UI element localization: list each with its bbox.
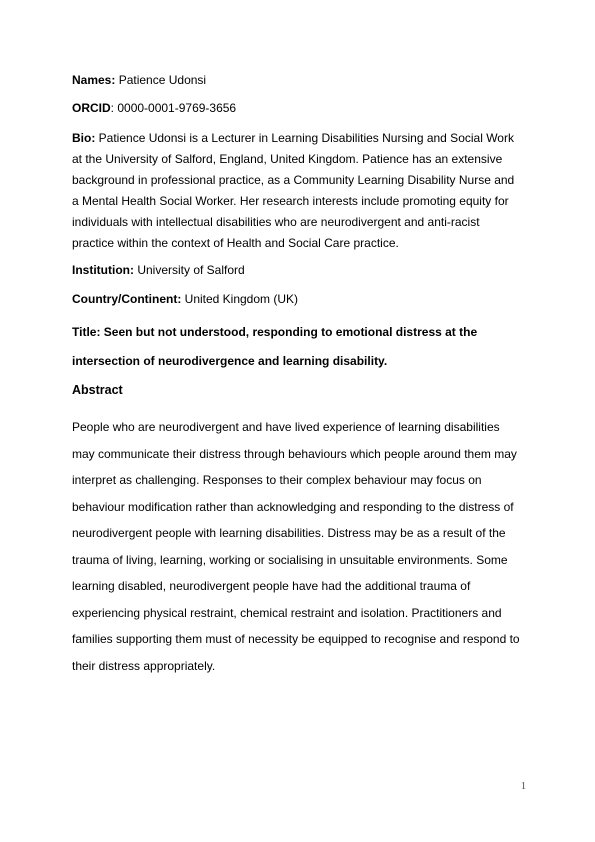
orcid-label: ORCID bbox=[72, 101, 111, 115]
country-value: United Kingdom (UK) bbox=[181, 292, 299, 306]
paper-title: Title: Seen but not understood, responding to emotional distress at the intersection of neurodivergence and learning disability. bbox=[72, 325, 478, 368]
names-label: Names: bbox=[72, 73, 116, 87]
country-line bbox=[72, 291, 524, 307]
names-value: Patience Udonsi bbox=[115, 73, 207, 87]
institution-label: Institution: bbox=[72, 263, 134, 277]
bio-paragraph bbox=[72, 128, 524, 254]
orcid-value: : 0000-0001-9769-3656 bbox=[110, 101, 237, 115]
abstract-heading: Abstract bbox=[72, 383, 123, 397]
country-label: Country/Continent: bbox=[72, 292, 182, 306]
institution-value: University of Salford bbox=[133, 263, 245, 277]
bio-label: Bio: bbox=[72, 131, 96, 145]
names-line bbox=[72, 72, 524, 88]
abstract-body: People who are neurodivergent and have lived experience of learning disabilities may communicate their distress through behaviours which people around them may interpret as challenging. Responses to their complex behaviour may focus on behaviour modification rather than acknowledging and responding to the distress of neurodivergent people with learning disabilities. Distress may be as a result of the trauma of living, learning, working or socialising in unsuitable environments. Some learning disabled, neurodivergent people have had the additional trauma of experiencing physical restraint, chemical restraint and isolation. Practitioners and families supporting them must of necessity be equipped to recognise and respond to their distress appropriately. bbox=[72, 420, 520, 673]
bio-text: Patience Udonsi is a Lecturer in Learning Disabilities Nursing and Social Work at the University of Salford, England, United Kingdom. Patience has an extensive background in professional practice, as a Community Learning Disability Nurse and a Mental Health Social Worker. Her research interests include promoting equity for individuals with intellectual disabilities who are neurodivergent and anti-racist practice within the context of Health and Social Care practice. bbox=[72, 131, 515, 250]
institution-line bbox=[72, 262, 524, 278]
orcid-line bbox=[72, 100, 524, 116]
page-number: 1 bbox=[521, 781, 526, 792]
